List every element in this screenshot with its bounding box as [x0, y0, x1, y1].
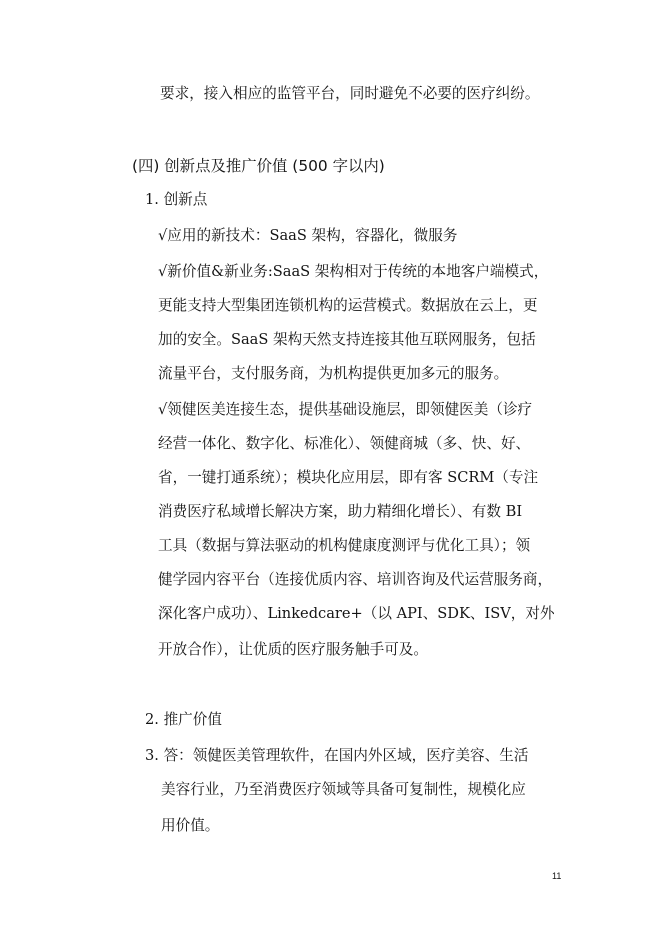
- check3-line-6: 健学园内容平台（连接优质内容、培训咨询及代运营服务商，: [158, 571, 553, 588]
- check2-line-4: 流量平台，支付服务商，为机构提供更加多元的服务。: [158, 365, 509, 382]
- item3-line-3: 用价值。: [161, 817, 220, 834]
- check3-line-4: 消费医疗私域增长解决方案，助力精细化增长）、有数 BI: [158, 503, 523, 520]
- check3-line-2: 经营一体化、数字化、标准化）、领健商城（多、快、好、: [158, 435, 531, 452]
- check3-line-1: √领健医美连接生态，提供基础设施层，即领健医美（诊疗: [158, 401, 533, 418]
- check2-line-2: 更能支持大型集团连锁机构的运营模式。数据放在云上，更: [158, 297, 538, 314]
- check3-line-7: 深化客户成功）、Linkedcare+（以 API、SDK、ISV，对外: [158, 605, 555, 622]
- check3-line-3: 省，一键打通系统）；模块化应用层，即有客 SCRM（专注: [158, 469, 539, 486]
- page-number: 11: [552, 871, 562, 881]
- check2-line-3: 加的安全。SaaS 架构天然支持连接其他互联网服务，包括: [158, 331, 536, 348]
- intro-line: 要求，接入相应的监管平台，同时避免不必要的医疗纠纷。: [160, 85, 540, 102]
- check2-line-1: √新价值&新业务:SaaS 架构相对于传统的本地客户端模式，: [158, 263, 549, 280]
- item1-title: 1. 创新点: [145, 191, 208, 208]
- check3-line-5: 工具（数据与算法驱动的机构健康度测评与优化工具）；领: [158, 537, 531, 554]
- check1-line: √应用的新技术：SaaS 架构，容器化，微服务: [158, 227, 458, 244]
- item2-title: 2. 推广价值: [145, 711, 222, 728]
- item3-line-1: 3. 答：领健医美管理软件，在国内外区域，医疗美容、生活: [145, 747, 529, 764]
- item3-line-2: 美容行业，乃至消费医疗领域等具备可复制性，规模化应: [161, 781, 526, 798]
- section-heading: (四) 创新点及推广价值 (500 字以内): [132, 157, 385, 175]
- check3-line-8: 开放合作），让优质的医疗服务触手可及。: [158, 641, 428, 658]
